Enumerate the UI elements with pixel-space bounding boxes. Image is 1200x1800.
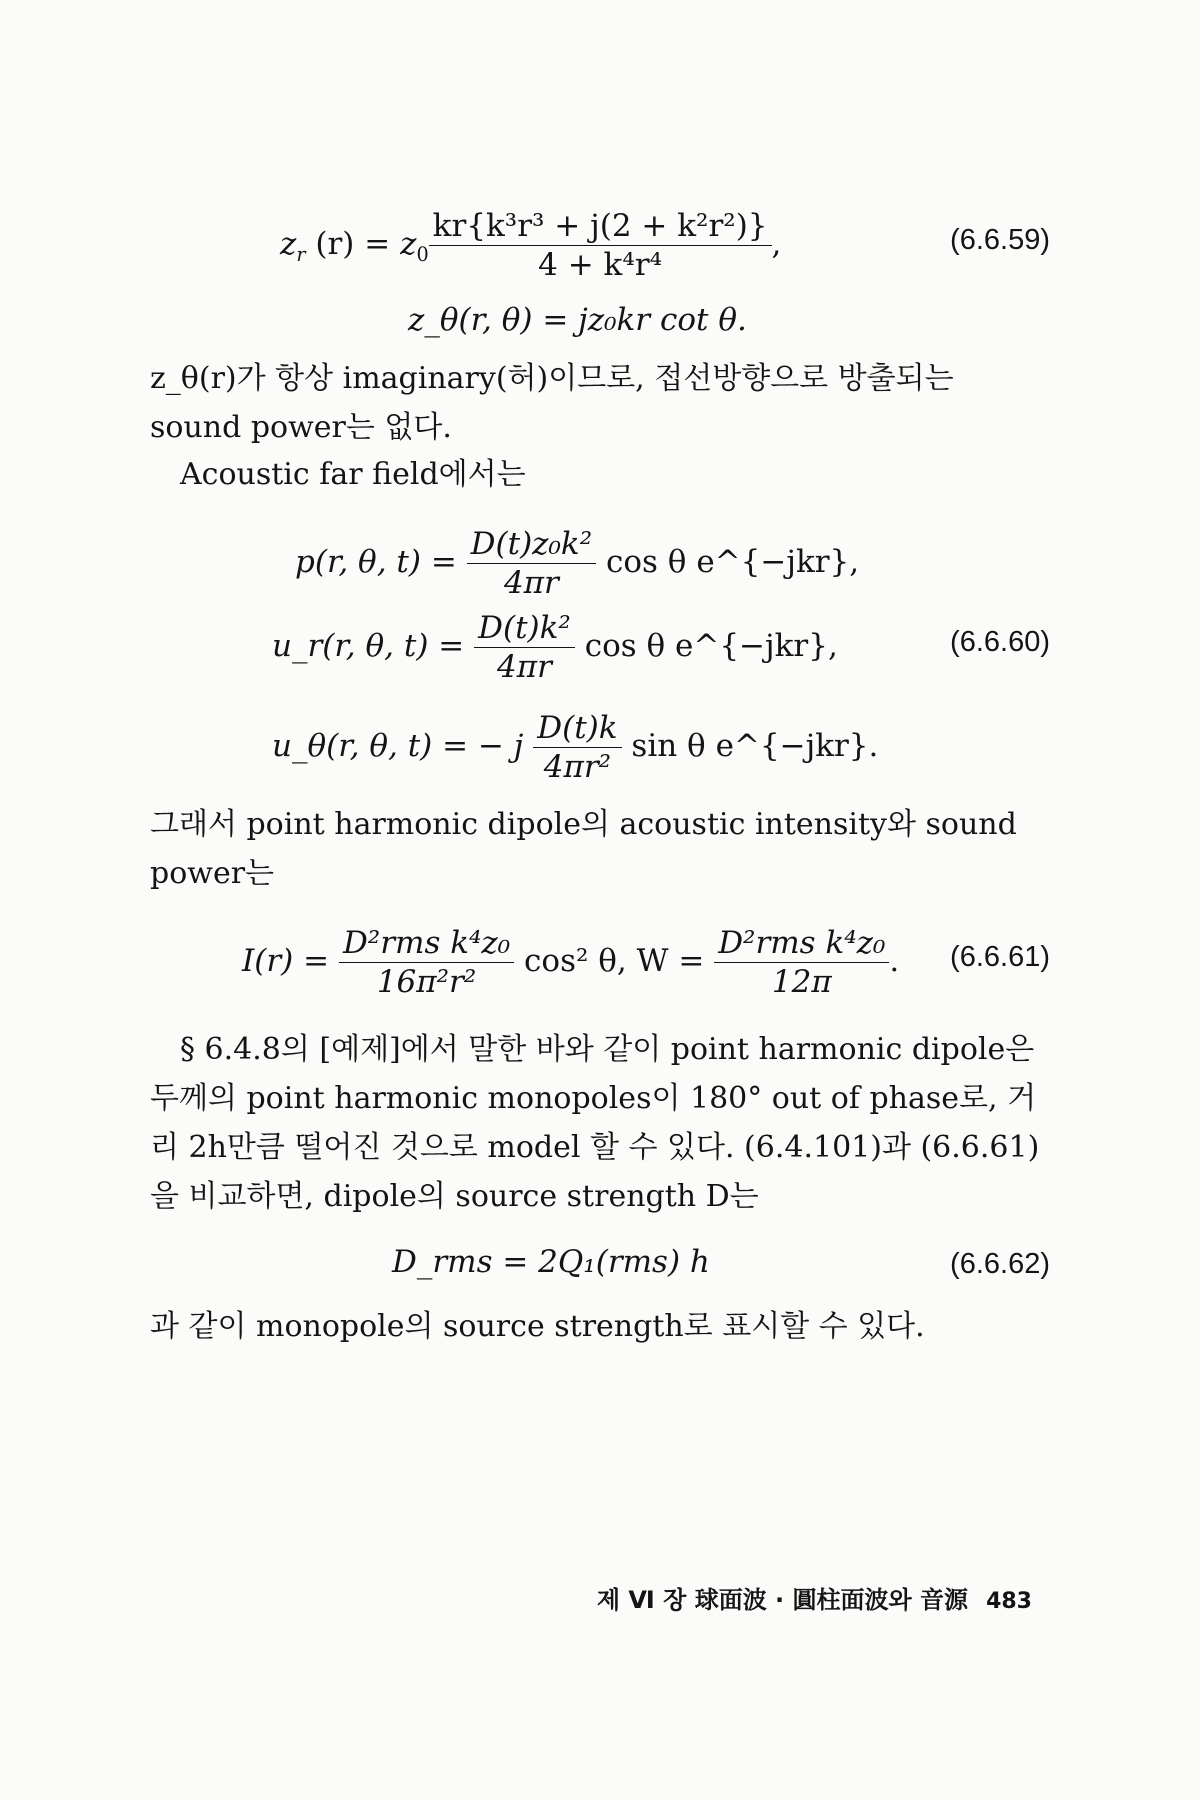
paragraph-1: z_θ(r)가 항상 imaginary(허)이므로, 접선방향으로 방출되는 sound power는 없다. <box>150 361 954 445</box>
eq60-l2-num: D(t)k² <box>474 610 575 648</box>
eq61-den2: 12π <box>771 964 832 1000</box>
eq59-numerator: kr{k³r³ + j(2 + k²r²)} <box>429 208 772 246</box>
eq60-l3-fraction <box>533 710 621 785</box>
eq60-l1-den: 4πr <box>503 565 559 601</box>
eq61-fraction-2 <box>714 925 889 1000</box>
equation-6-6-59-line2 <box>150 302 1050 342</box>
eq59-lhs: z <box>280 226 297 262</box>
eq59-tail: , <box>771 226 782 262</box>
paragraph-2: Acoustic far field에서는 <box>180 457 526 492</box>
paragraph-3: 그래서 point harmonic dipole의 acoustic intensity와 sound power는 <box>150 807 1017 891</box>
page-number: 483 <box>986 1589 1032 1614</box>
eq60-l1-lhs: p(r, θ, t) = <box>295 544 457 580</box>
eq60-l1-tail: cos θ e^{−jkr}, <box>606 544 860 580</box>
eq60-l3-num: D(t)k <box>533 710 621 748</box>
eq59-lhs-arg: (r) = <box>315 226 391 262</box>
eq61-lhs: I(r) = <box>242 943 330 979</box>
eq59-number: (6.6.59) <box>950 224 1050 256</box>
eq59-denominator: 4 + k⁴r⁴ <box>538 247 663 283</box>
equation-6-6-60-line2 <box>150 610 1050 685</box>
equation-6-6-59 <box>150 208 1050 283</box>
eq59-fraction <box>429 208 772 283</box>
eq60-l2-den: 4πr <box>497 649 552 685</box>
eq59-coef-sub: 0 <box>416 243 429 267</box>
eq60-l3-tail: sin θ e^{−jkr}. <box>631 728 879 764</box>
eq60-l1-num: D(t)z₀k² <box>467 526 596 564</box>
eq61-num2: D²rms k⁴z₀ <box>714 925 889 963</box>
paragraph-5: 과 같이 monopole의 source strength로 표시할 수 있다. <box>150 1309 925 1344</box>
paragraph-4: § 6.4.8의 [예제]에서 말한 바와 같이 point harmonic dipole은 두께의 point harmonic monopoles이 180° out of phase로, 거리 2h만큼 떨어진 것으로 model 할 수 있다. (6.4.101)과 (6.6.61)을 비교하면, dipole의 source strength D는 <box>150 1032 1040 1214</box>
eq61-number: (6.6.61) <box>950 941 1050 973</box>
eq62-number: (6.6.62) <box>950 1248 1050 1280</box>
equation-6-6-62 <box>150 1232 1050 1292</box>
equation-6-6-61 <box>150 925 1050 1000</box>
eq61-fraction-1 <box>339 925 514 1000</box>
eq61-tail: . <box>889 943 900 979</box>
eq60-l2-lhs: u_r(r, θ, t) = <box>272 628 465 664</box>
equation-6-6-60-line1 <box>150 526 1050 601</box>
eq59-coef: z <box>400 226 417 262</box>
equation-6-6-60-line3 <box>150 710 1050 785</box>
page-footer <box>597 1580 1032 1615</box>
eq60-l1-fraction <box>467 526 596 601</box>
eq60-l3-den: 4πr² <box>543 749 612 785</box>
eq60-l3-lhs: u_θ(r, θ, t) = − j <box>272 728 524 764</box>
eq62-text: D_rms = 2Q₁(rms) h <box>392 1244 710 1280</box>
eq61-num: D²rms k⁴z₀ <box>339 925 514 963</box>
eq61-mid: cos² θ, W = <box>524 943 705 979</box>
footer-chapter: 제 Ⅵ 장 球面波 · 圓柱面波와 音源 <box>596 1586 969 1614</box>
eq59-lhs-sub: r <box>296 243 306 267</box>
eq60-l2-tail: cos θ e^{−jkr}, <box>584 628 838 664</box>
eq60-l2-fraction <box>474 610 575 685</box>
eq60-number: (6.6.60) <box>950 626 1050 658</box>
eq61-den: 16π²r² <box>376 964 477 1000</box>
eq59-line2: z_θ(r, θ) = jz₀kr cot θ. <box>408 302 747 338</box>
